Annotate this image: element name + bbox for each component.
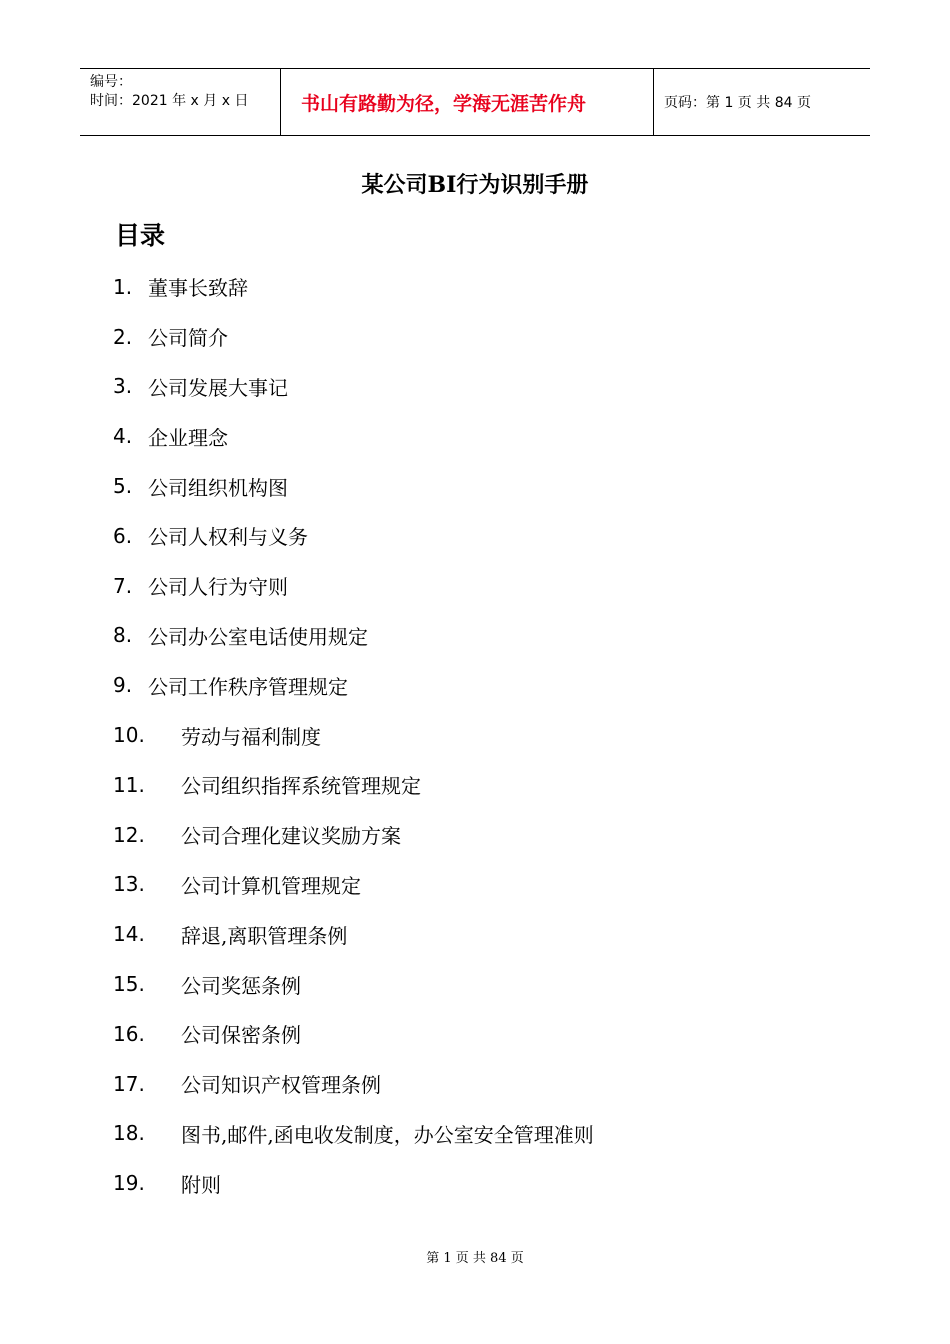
toc-item-text: 公司奖惩条例 — [181, 973, 301, 998]
page-info-text: 页码：第 1 页 共 84 页 — [664, 95, 811, 111]
toc-item-text: 公司人行为守则 — [148, 575, 288, 600]
document-title: 某公司BI行为识别手册 — [361, 172, 589, 198]
toc-item-text: 辞退,离职管理条例 — [181, 923, 348, 948]
toc-heading: 目录 — [115, 221, 166, 250]
toc-item-number: 13. — [113, 872, 145, 897]
toc-item — [113, 760, 594, 810]
toc-item — [113, 561, 594, 611]
toc-item-text: 董事长致辞 — [148, 276, 248, 301]
toc-item-number: 17. — [113, 1071, 145, 1096]
toc-item-number: 10. — [113, 723, 145, 748]
toc-item-text: 公司简介 — [148, 326, 228, 351]
toc-item-text: 图书,邮件,函电收发制度，办公室安全管理准则 — [181, 1122, 594, 1147]
header-motto — [281, 69, 654, 135]
toc-item-number: 6. — [113, 523, 133, 548]
toc-item-text: 公司发展大事记 — [148, 375, 288, 400]
toc-item-text: 公司组织机构图 — [148, 475, 288, 500]
number-label: 编号： — [90, 74, 132, 90]
toc-list — [113, 262, 594, 1208]
toc-item — [113, 1158, 594, 1208]
toc-item — [113, 660, 594, 710]
toc-item-number: 15. — [113, 972, 145, 997]
toc-item — [113, 710, 594, 760]
toc-item-number: 16. — [113, 1021, 145, 1046]
toc-item — [113, 1109, 594, 1159]
toc-item — [113, 909, 594, 959]
toc-item-text: 附则 — [181, 1172, 221, 1197]
toc-item — [113, 312, 594, 362]
toc-item-text: 劳动与福利制度 — [181, 724, 321, 749]
toc-item — [113, 362, 594, 412]
toc-item-text: 公司组织指挥系统管理规定 — [181, 774, 421, 799]
toc-item-number: 19. — [113, 1171, 145, 1196]
toc-item — [113, 411, 594, 461]
toc-item-number: 7. — [113, 573, 133, 598]
toc-item — [113, 1059, 594, 1109]
toc-item — [113, 810, 594, 860]
toc-item-number: 1. — [113, 274, 133, 299]
toc-item — [113, 959, 594, 1009]
page-header — [80, 68, 870, 136]
toc-item-text: 公司工作秩序管理规定 — [148, 674, 348, 699]
toc-item — [113, 611, 594, 661]
toc-item-text: 公司知识产权管理条例 — [181, 1073, 381, 1098]
page-footer: 第 1 页 共 84 页 — [426, 1251, 524, 1266]
toc-item-text: 公司保密条例 — [181, 1023, 301, 1048]
toc-item-text: 公司人权利与义务 — [148, 525, 308, 550]
toc-item — [113, 511, 594, 561]
toc-item-number: 14. — [113, 922, 145, 947]
toc-item-number: 5. — [113, 474, 133, 499]
toc-item-number: 11. — [113, 772, 145, 797]
motto-text: 书山有路勤为径，学海无涯苦作舟 — [301, 92, 587, 115]
toc-item-number: 4. — [113, 424, 133, 449]
toc-item — [113, 262, 594, 312]
time-label: 时间：2021 年 x 月 x 日 — [90, 93, 249, 109]
toc-item-text: 公司办公室电话使用规定 — [148, 624, 368, 649]
toc-item-number: 18. — [113, 1121, 145, 1146]
toc-item-text: 公司合理化建议奖励方案 — [181, 824, 401, 849]
toc-item — [113, 461, 594, 511]
header-meta — [80, 69, 281, 135]
toc-item-number: 9. — [113, 673, 133, 698]
toc-item-number: 2. — [113, 324, 133, 349]
toc-item-number: 12. — [113, 822, 145, 847]
toc-item-number: 3. — [113, 374, 133, 399]
toc-item — [113, 1009, 594, 1059]
toc-item-text: 公司计算机管理规定 — [181, 873, 361, 898]
header-page-info — [654, 69, 870, 135]
toc-item-number: 8. — [113, 623, 133, 648]
toc-item-text: 企业理念 — [148, 425, 228, 450]
toc-item — [113, 860, 594, 910]
